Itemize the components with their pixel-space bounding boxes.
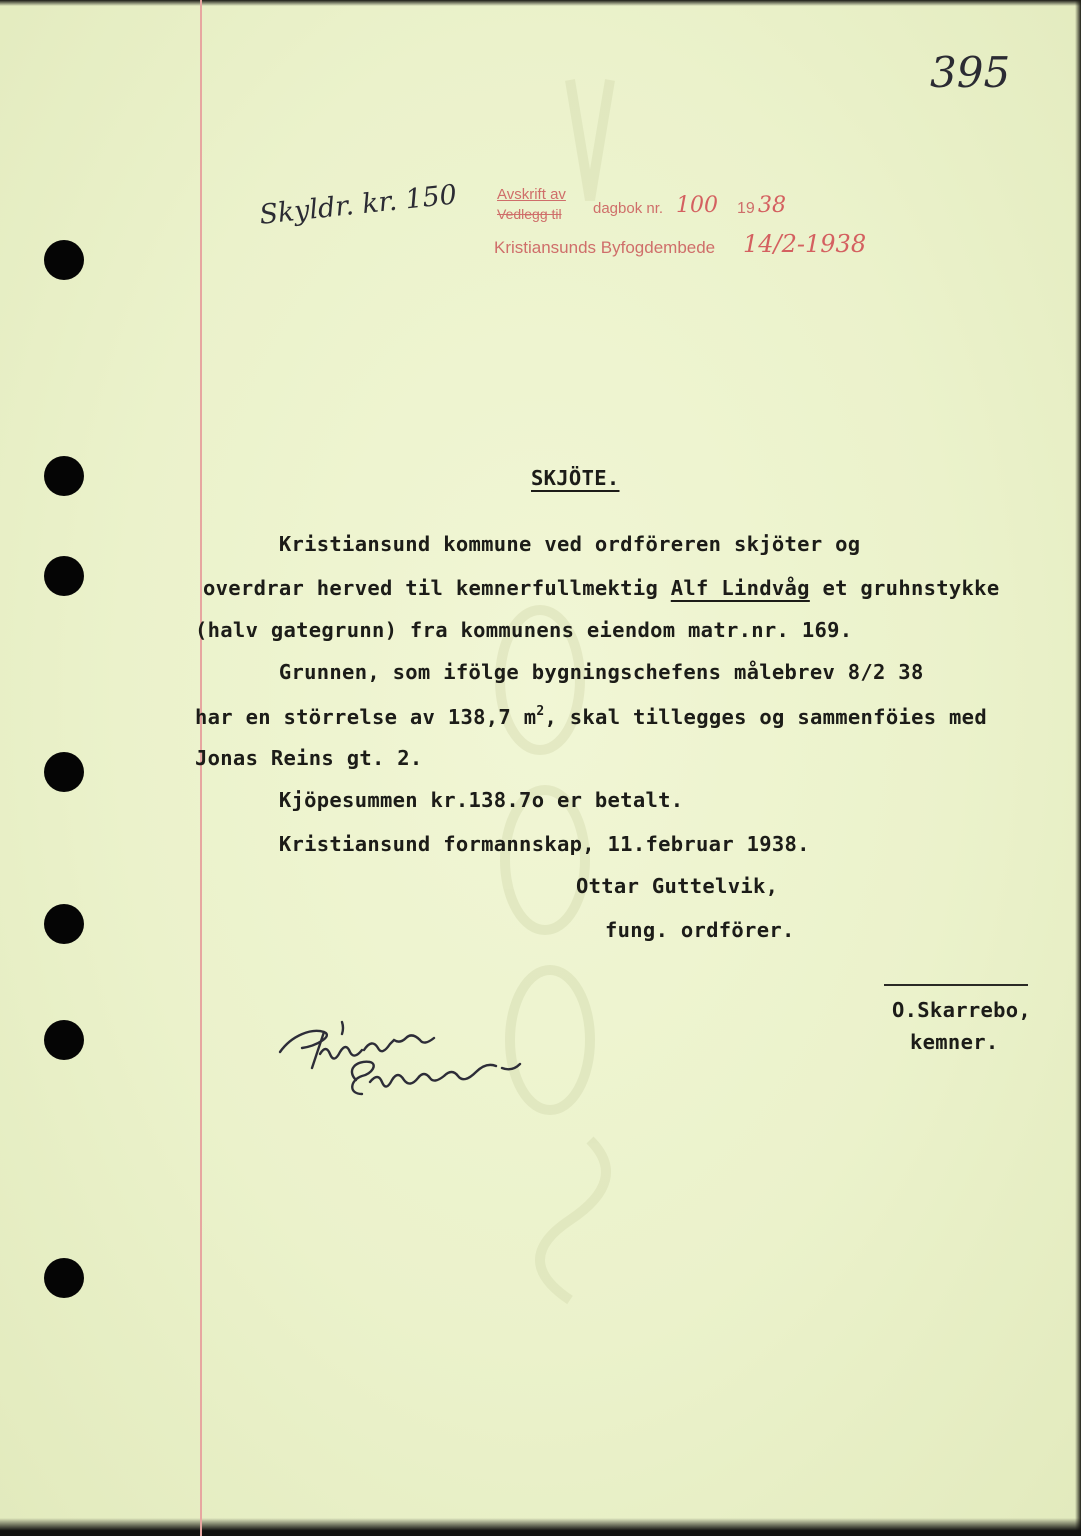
signer-title: fung. ordförer. (605, 918, 795, 942)
margin-note: Skyldr. kr. 150 (258, 179, 459, 231)
paragraph-1-line-2-end: et gruhnstykke (809, 576, 1000, 600)
paragraph-1-line-2-start: overdrar herved til kemnerfullmektig (203, 576, 671, 600)
binder-hole (44, 1258, 84, 1298)
page-number: 395 (930, 48, 1011, 97)
stamp-date: 14/2-1938 (743, 230, 867, 258)
stamp-year: 38 (758, 193, 786, 218)
paragraph-1-line-1: Kristiansund kommune ved ordföreren skjöter og (203, 532, 861, 556)
binder-hole (44, 752, 84, 792)
binder-hole (44, 904, 84, 944)
stamp-struck-text: Vedlegg til (497, 206, 562, 222)
document-title: SKJÖTE. (531, 466, 620, 490)
stamp-dagbok-number: 100 (676, 193, 718, 218)
paragraph-2-line-2-end: , skal tillegges og sammenföies med (544, 705, 987, 729)
purchase-sum-line: Kjöpesummen kr.138.7o er betalt. (203, 788, 684, 812)
paragraph-1-line-2 (203, 576, 999, 600)
show-through-watermark (420, 60, 620, 1460)
place-date-line: Kristiansund formannskap, 11.februar 1938. (203, 832, 810, 856)
stamp-prefix: Avskrift av (497, 186, 566, 203)
stamp-year-prefix: 19 (737, 200, 755, 217)
binder-hole (44, 1020, 84, 1060)
witness-name: O.Skarrebo, (892, 998, 1032, 1022)
area-unit-superscript: 2 (536, 704, 545, 719)
paragraph-2-line-1: Grunnen, som ifölge bygningschefens målebrev 8/2 38 (203, 660, 924, 684)
stamp-dagbok-label: dagbok nr. (593, 200, 664, 217)
handwritten-signature (272, 1010, 542, 1110)
witness-title: kemner. (910, 1030, 999, 1054)
binder-hole (44, 556, 84, 596)
signer-name: Ottar Guttelvik, (576, 874, 779, 898)
signature-line (884, 984, 1028, 986)
paragraph-2-line-2 (195, 704, 987, 729)
binder-hole (44, 456, 84, 496)
paragraph-2-line-2-start: har en störrelse av 138,7 m (195, 705, 537, 729)
paragraph-1-line-3: (halv gategrunn) fra kommunens eiendom matr.nr. 169. (195, 618, 853, 642)
stamp-office-name: Kristiansunds Byfogdembede (494, 238, 716, 257)
grantee-name: Alf Lindvåg (670, 576, 810, 600)
scan-edge-right (1075, 0, 1081, 1536)
scan-edge-top (0, 0, 1081, 6)
paragraph-2-line-3: Jonas Reins gt. 2. (195, 746, 423, 770)
binder-hole (44, 240, 84, 280)
scan-edge-bottom (0, 1518, 1081, 1536)
